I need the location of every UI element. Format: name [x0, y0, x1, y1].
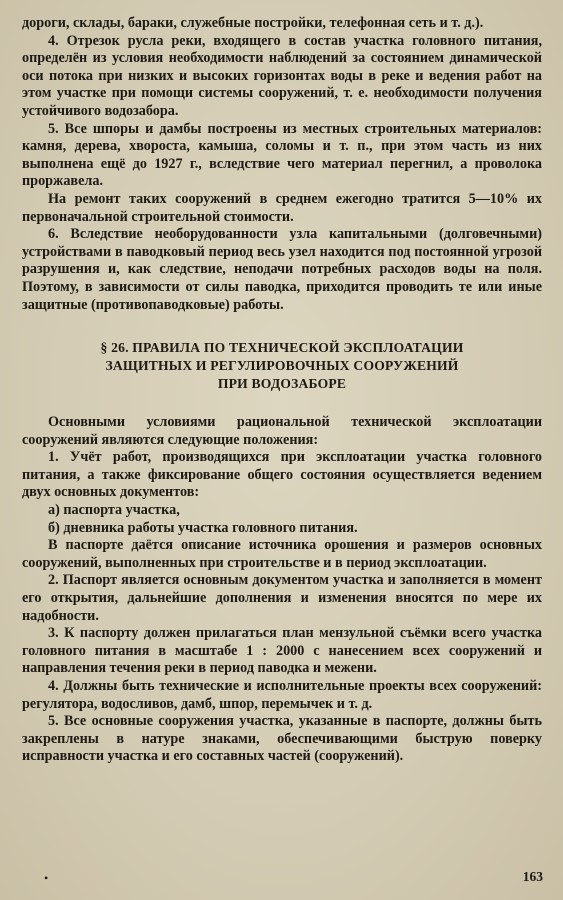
rule-item-3: 3. К паспорту должен прилагаться план мензульной съёмки всего участка головного питания в масштабе 1 : 2000 с нанесением всех сооружений и направления течения реки в период паводка и межени. [22, 625, 542, 677]
rule-item-4: 4. Должны быть технические и исполнительные проекты всех сооружений: регулятора, водосливов, дамб, шпор, перемычек и т. д. [22, 678, 542, 712]
section-heading-line-2: ЗАЩИТНЫХ И РЕГУЛИРОВОЧНЫХ СООРУЖЕНИЙ [105, 358, 459, 374]
rule-item-2: 2. Паспорт является основным документом участка и заполняется в момент его открытия, дальнейшие дополнения и изменения вносятся по мере их надобности. [22, 572, 542, 624]
rule-item-1b: б) дневника работы участка головного питания. [48, 519, 358, 536]
paragraph-item-4: 4. Отрезок русла реки, входящего в состав участка головного питания, определён из условия необходимости наблюдений за состоянием динамической оси потока при низких и высоких горизонтах воды в реке и ведения работ на этом участке при помощи системы сооружений, т. е. необходимости получения устойчивого водозабора. [22, 32, 542, 119]
paragraph-item-6: 6. Вследствие необорудованности узла капитальными (долговечными) устройствами в паводковый период весь узел находится под постоянной угрозой разрушения и, как следствие, неподачи потребных расходов воды на поля. Поэтому, в зависимости от силы паводка, приходится проводить те или иные защитные (противопаводковые) работы. [22, 226, 542, 313]
rule-item-1: 1. Учёт работ, производящихся при эксплоатации участка головного питания, а также фиксирование общего состояния осуществляется ведением двух основных документов: [22, 449, 542, 501]
section-heading-line-3: ПРИ ВОДОЗАБОРЕ [217, 376, 347, 392]
section-heading [22, 339, 542, 393]
rule-item-1-passport: В паспорте даётся описание источника орошения и размеров основных сооружений, выполненных при строительстве и в период эксплоатации. [22, 537, 542, 571]
footer-bullet-mark: • [44, 871, 49, 885]
page-number: 163 [522, 869, 543, 884]
paragraph-continuation: дороги, склады, бараки, служебные постройки, телефонная сеть и т. д.). [22, 15, 484, 31]
page-footer [0, 868, 563, 888]
paragraph-item-5: 5. Все шпоры и дамбы построены из местных строительных материалов: камня, дерева, хвороста, камыша, соломы и т. п., при этом часть из них выполнена ещё до 1927 г., вследствие чего материал перегнил, а проволока проржавела. [22, 120, 542, 190]
rule-item-5: 5. Все основные сооружения участка, указанные в паспорте, должны быть закреплены в натуре знаками, обеспечивающими быструю поверку исправности участка и его составных частей (сооружений). [22, 713, 542, 765]
section-intro: Основными условиями рациональной технической эксплоатации сооружений являются следующие положения: [22, 414, 542, 448]
section-heading-line-1: § 26. ПРАВИЛА ПО ТЕХНИЧЕСКОЙ ЭКСПЛОАТАЦИИ [100, 340, 464, 356]
page-text-top [22, 15, 542, 314]
rule-item-1a: а) паспорта участка, [48, 502, 180, 519]
section-body [22, 414, 542, 766]
paragraph-repair-cost: На ремонт таких сооружений в среднем ежегодно тратится 5—10% их первоначальной строительной стоимости. [22, 190, 542, 225]
